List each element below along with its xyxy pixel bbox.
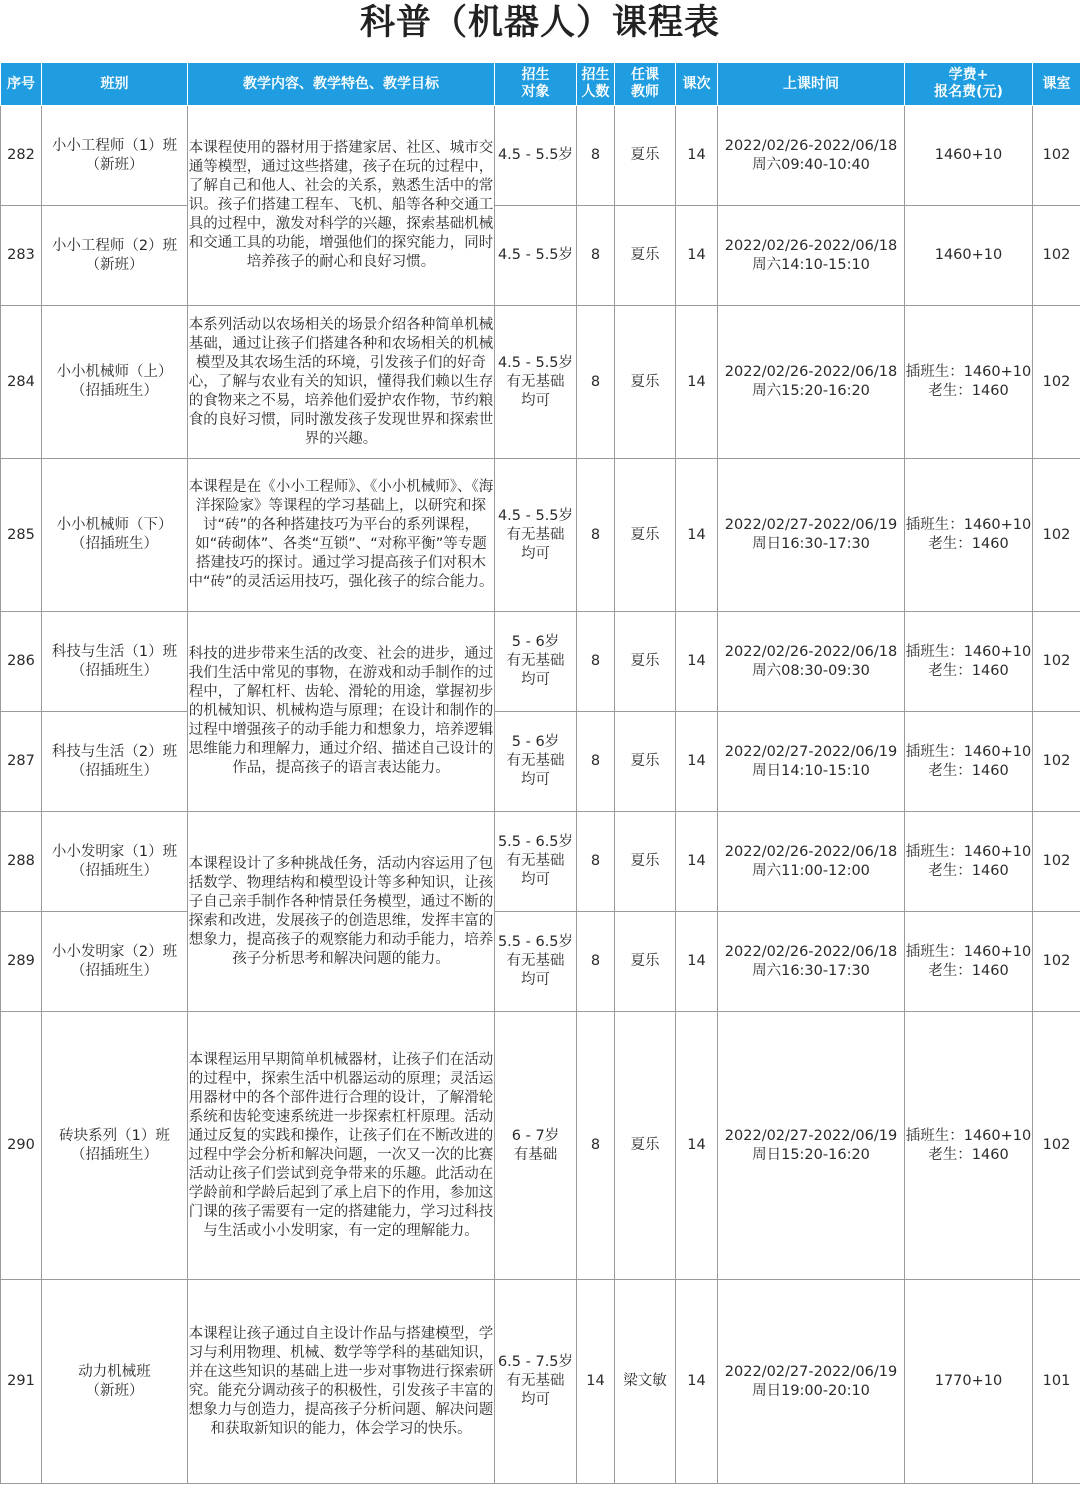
page-title: 科普（机器人）课程表 — [359, 3, 720, 43]
class-note: （招插班生） — [71, 383, 158, 399]
row-class — [42, 812, 188, 912]
row-count: 8 — [577, 106, 615, 206]
date-range: 2022/02/27-2022/06/19 — [724, 743, 898, 760]
date-range: 2022/02/26-2022/06/18 — [724, 364, 898, 380]
header-count — [577, 63, 615, 106]
row-time — [718, 812, 905, 912]
header-target — [495, 63, 577, 106]
header-fee-text: 学费+ 报名费(元) — [934, 67, 1003, 100]
row-description: 本课程让孩子通过自主设计作品与搭建模型，学习与利用物理、机械、数学等学科的基础知识，并在这些知识的基础上进一步对事物进行探索研究。能充分调动孩子的积极性，引发孩子丰富的想象力与创造力，提高孩子分析问题、解决问题和获取新知识的能力，体会学习的快乐。 — [188, 1280, 495, 1484]
weekday-time: 周六15:20-16:20 — [752, 383, 870, 399]
table-row — [1, 912, 1080, 1012]
row-time — [718, 106, 905, 206]
header-sessions: 课次 — [676, 63, 718, 106]
header-count-text: 招生 人数 — [581, 67, 610, 100]
target-text: 5 - 6岁 有无基础 均可 — [506, 734, 565, 788]
row-sessions: 14 — [676, 1280, 718, 1484]
target-text: 6.5 - 7.5岁 有无基础 均可 — [497, 1354, 574, 1408]
class-name: 科技与生活（2）班 — [51, 743, 178, 760]
row-time — [718, 912, 905, 1012]
row-target — [495, 812, 577, 912]
class-note: （招插班生） — [71, 1146, 158, 1163]
row-room: 102 — [1033, 612, 1080, 712]
row-sessions: 14 — [676, 812, 718, 912]
row-no: 289 — [1, 912, 42, 1012]
row-teacher: 夏乐 — [615, 712, 676, 812]
row-teacher: 夏乐 — [615, 459, 676, 612]
row-count: 8 — [577, 306, 615, 459]
row-time — [718, 459, 905, 612]
target-text: 5 - 6岁 有无基础 均可 — [506, 634, 565, 688]
row-count: 8 — [577, 206, 615, 306]
class-note: （新班） — [85, 1382, 144, 1399]
header-no: 序号 — [1, 63, 42, 106]
table-row — [1, 106, 1080, 206]
date-range: 2022/02/27-2022/06/19 — [724, 517, 898, 533]
row-teacher: 夏乐 — [615, 206, 676, 306]
fee-text: 插班生：1460+10 老生：1460 — [905, 643, 1032, 679]
row-time — [718, 712, 905, 812]
row-fee — [905, 812, 1033, 912]
row-teacher: 夏乐 — [615, 106, 676, 206]
class-name: 砖块系列（1）班 — [59, 1127, 170, 1144]
class-note: （招插班生） — [71, 962, 158, 979]
header-target-text: 招生 对象 — [521, 67, 550, 100]
header-room: 课室 — [1033, 63, 1080, 106]
row-room: 102 — [1033, 459, 1080, 612]
fee-text: 插班生：1460+10 老生：1460 — [905, 364, 1032, 399]
row-sessions: 14 — [676, 912, 718, 1012]
row-count: 8 — [577, 712, 615, 812]
fee-text: 插班生：1460+10 老生：1460 — [905, 517, 1032, 552]
class-note: （招插班生） — [71, 762, 158, 779]
row-sessions: 14 — [676, 106, 718, 206]
row-fee — [905, 306, 1033, 459]
row-time — [718, 1012, 905, 1280]
weekday-time: 周日14:10-15:10 — [752, 762, 870, 779]
row-time — [718, 206, 905, 306]
class-note: （招插班生） — [71, 662, 158, 679]
row-no: 285 — [1, 459, 42, 612]
table-row — [1, 1280, 1080, 1484]
table-row — [1, 612, 1080, 712]
fee-text: 1460+10 — [934, 247, 1003, 263]
row-teacher: 夏乐 — [615, 306, 676, 459]
row-target — [495, 1012, 577, 1280]
row-sessions: 14 — [676, 206, 718, 306]
row-room: 102 — [1033, 912, 1080, 1012]
row-room: 102 — [1033, 812, 1080, 912]
row-sessions: 14 — [676, 459, 718, 612]
weekday-time: 周日16:30-17:30 — [752, 536, 870, 552]
row-time — [718, 306, 905, 459]
row-count: 8 — [577, 812, 615, 912]
row-room: 102 — [1033, 1012, 1080, 1280]
row-class — [42, 612, 188, 712]
target-text: 4.5 - 5.5岁 — [497, 147, 574, 163]
row-no: 288 — [1, 812, 42, 912]
row-target — [495, 459, 577, 612]
row-count: 8 — [577, 612, 615, 712]
row-fee — [905, 912, 1033, 1012]
row-target — [495, 912, 577, 1012]
row-fee — [905, 206, 1033, 306]
course-schedule-table — [0, 62, 1080, 1484]
class-note: （新班） — [85, 156, 144, 173]
table-row — [1, 1012, 1080, 1280]
date-range: 2022/02/26-2022/06/18 — [724, 943, 898, 960]
class-note: （新班） — [85, 256, 144, 273]
row-no: 291 — [1, 1280, 42, 1484]
row-no: 282 — [1, 106, 42, 206]
target-text: 6 - 7岁 有基础 — [511, 1127, 560, 1163]
row-class — [42, 1280, 188, 1484]
table-row — [1, 459, 1080, 612]
weekday-time: 周日15:20-16:20 — [752, 1146, 870, 1163]
target-text: 4.5 - 5.5岁 有无基础 均可 — [497, 354, 574, 409]
class-name: 动力机械班 — [78, 1363, 151, 1380]
class-name: 小小工程师（1）班 — [51, 137, 178, 154]
row-no: 290 — [1, 1012, 42, 1280]
row-time — [718, 1280, 905, 1484]
row-description: 本系列活动以农场相关的场景介绍各种简单机械基础，通过让孩子们搭建各种和农场相关的机械模型及其农场生活的环境，引发孩子们的好奇心，了解与农业有关的知识，懂得我们赖以生存的食物来之不易，培养他们爱护农作物，节约粮食的良好习惯，同时激发孩子发现世界和探索世界的兴趣。 — [188, 306, 495, 459]
row-class — [42, 912, 188, 1012]
fee-text: 1770+10 — [934, 1373, 1003, 1389]
table-row — [1, 812, 1080, 912]
row-teacher: 夏乐 — [615, 912, 676, 1012]
date-range: 2022/02/26-2022/06/18 — [724, 137, 898, 154]
weekday-time: 周六11:00-12:00 — [752, 862, 870, 879]
row-sessions: 14 — [676, 612, 718, 712]
row-no: 287 — [1, 712, 42, 812]
row-description: 科技的进步带来生活的改变、社会的进步，通过我们生活中常见的事物，在游戏和动手制作的过程中，了解杠杆、齿轮、滑轮的用途，掌握初步的机械知识、机械构造与原理；在设计和制作的过程中增强孩子的动手能力和想象力，培养逻辑思维能力和理解力，通过介绍、描述自己设计的作品，提高孩子的语言表达能力。 — [188, 612, 495, 812]
date-range: 2022/02/26-2022/06/18 — [724, 843, 898, 860]
row-teacher: 梁文敏 — [615, 1280, 676, 1484]
row-no: 286 — [1, 612, 42, 712]
fee-text: 插班生：1460+10 老生：1460 — [905, 943, 1032, 979]
row-teacher: 夏乐 — [615, 812, 676, 912]
weekday-time: 周六09:40-10:40 — [752, 156, 870, 173]
row-fee — [905, 459, 1033, 612]
row-no: 284 — [1, 306, 42, 459]
header-teacher — [615, 63, 676, 106]
header-content: 教学内容、教学特色、教学目标 — [188, 63, 495, 106]
row-description: 本课程使用的器材用于搭建家居、社区、城市交通等模型，通过这些搭建，孩子在玩的过程中，了解自己和他人、社会的关系，熟悉生活中的常识。孩子们搭建工程车、飞机、船等各种交通工具的过程中，激发对科学的兴趣，探索基础机械和交通工具的功能，增强他们的探究能力，同时培养孩子的耐心和良好习惯。 — [188, 106, 495, 306]
row-room: 102 — [1033, 712, 1080, 812]
fee-text: 插班生：1460+10 老生：1460 — [905, 843, 1032, 879]
target-text: 5.5 - 6.5岁 有无基础 均可 — [497, 934, 574, 988]
target-text: 4.5 - 5.5岁 — [497, 247, 574, 263]
row-fee — [905, 106, 1033, 206]
row-description: 本课程设计了多种挑战任务，活动内容运用了包括数学、物理结构和模型设计等多种知识，让孩子自己亲手制作各种情景任务模型，通过不断的探索和改进，发展孩子的创造思维，发挥丰富的想象力，提高孩子的观察能力和动手能力，培养孩子分析思考和解决问题的能力。 — [188, 812, 495, 1012]
row-class — [42, 106, 188, 206]
row-target — [495, 206, 577, 306]
class-name: 小小发明家（1）班 — [51, 843, 178, 860]
header-row — [1, 63, 1080, 106]
class-name: 小小机械师（下） — [56, 517, 173, 533]
row-count: 8 — [577, 1012, 615, 1280]
row-target — [495, 712, 577, 812]
row-class — [42, 712, 188, 812]
date-range: 2022/02/26-2022/06/18 — [724, 643, 898, 660]
row-room: 102 — [1033, 106, 1080, 206]
date-range: 2022/02/27-2022/06/19 — [724, 1363, 898, 1380]
weekday-time: 周六16:30-17:30 — [752, 962, 870, 979]
class-name: 小小机械师（上） — [56, 364, 173, 380]
row-target — [495, 612, 577, 712]
row-count: 14 — [577, 1280, 615, 1484]
row-class — [42, 206, 188, 306]
weekday-time: 周日19:00-20:10 — [752, 1382, 870, 1399]
row-room: 102 — [1033, 206, 1080, 306]
target-text: 4.5 - 5.5岁 有无基础 均可 — [497, 507, 574, 562]
row-teacher: 夏乐 — [615, 612, 676, 712]
row-sessions: 14 — [676, 306, 718, 459]
row-description: 本课程运用早期简单机械器材，让孩子们在活动的过程中，探索生活中机器运动的原理；灵活运用器材中的各个部件进行合理的设计，了解滑轮系统和齿轮变速系统进一步探索杠杆原理。活动通过反复的实践和操作，让孩子们在不断改进的过程中学会分析和解决问题，一次又一次的比赛活动让孩子们尝试到竞争带来的乐趣。此活动在学龄前和学龄后起到了承上启下的作用，参加这门课的孩子需要有一定的搭建能力，学习过科技与生活或小小发明家，有一定的理解能力。 — [188, 1012, 495, 1280]
weekday-time: 周六14:10-15:10 — [752, 256, 870, 273]
row-target — [495, 1280, 577, 1484]
row-room: 101 — [1033, 1280, 1080, 1484]
row-class — [42, 306, 188, 459]
class-note: （招插班生） — [71, 862, 158, 879]
class-name: 小小工程师（2）班 — [51, 237, 178, 254]
target-text: 5.5 - 6.5岁 有无基础 均可 — [497, 834, 574, 888]
class-note: （招插班生） — [71, 536, 158, 552]
row-count: 8 — [577, 912, 615, 1012]
header-class: 班别 — [42, 63, 188, 106]
fee-text: 插班生：1460+10 老生：1460 — [905, 1127, 1032, 1163]
row-fee — [905, 612, 1033, 712]
row-no: 283 — [1, 206, 42, 306]
class-name: 小小发明家（2）班 — [51, 943, 178, 960]
row-sessions: 14 — [676, 712, 718, 812]
row-target — [495, 306, 577, 459]
table-row — [1, 206, 1080, 306]
class-name: 科技与生活（1）班 — [51, 643, 178, 660]
date-range: 2022/02/27-2022/06/19 — [724, 1127, 898, 1144]
row-fee — [905, 1280, 1033, 1484]
row-fee — [905, 712, 1033, 812]
row-fee — [905, 1012, 1033, 1280]
row-description: 本课程是在《小小工程师》、《小小机械师》、《海洋探险家》等课程的学习基础上，以研究和探讨“砖”的各种搭建技巧为平台的系列课程，如“砖砌体”、各类“互锁”、“对称平衡”等专题搭建技巧的探讨。通过学习提高孩子们对积木中“砖”的灵活运用技巧，强化孩子的综合能力。 — [188, 459, 495, 612]
row-count: 8 — [577, 459, 615, 612]
header-time: 上课时间 — [718, 63, 905, 106]
weekday-time: 周六08:30-09:30 — [752, 662, 870, 679]
date-range: 2022/02/26-2022/06/18 — [724, 237, 898, 254]
row-sessions: 14 — [676, 1012, 718, 1280]
row-class — [42, 459, 188, 612]
fee-text: 1460+10 — [934, 147, 1003, 163]
table-row — [1, 712, 1080, 812]
header-fee — [905, 63, 1033, 106]
row-room: 102 — [1033, 306, 1080, 459]
fee-text: 插班生：1460+10 老生：1460 — [905, 743, 1032, 779]
row-teacher: 夏乐 — [615, 1012, 676, 1280]
row-target — [495, 106, 577, 206]
row-class — [42, 1012, 188, 1280]
header-teacher-text: 任课 教师 — [631, 67, 659, 100]
row-time — [718, 612, 905, 712]
table-row — [1, 306, 1080, 459]
